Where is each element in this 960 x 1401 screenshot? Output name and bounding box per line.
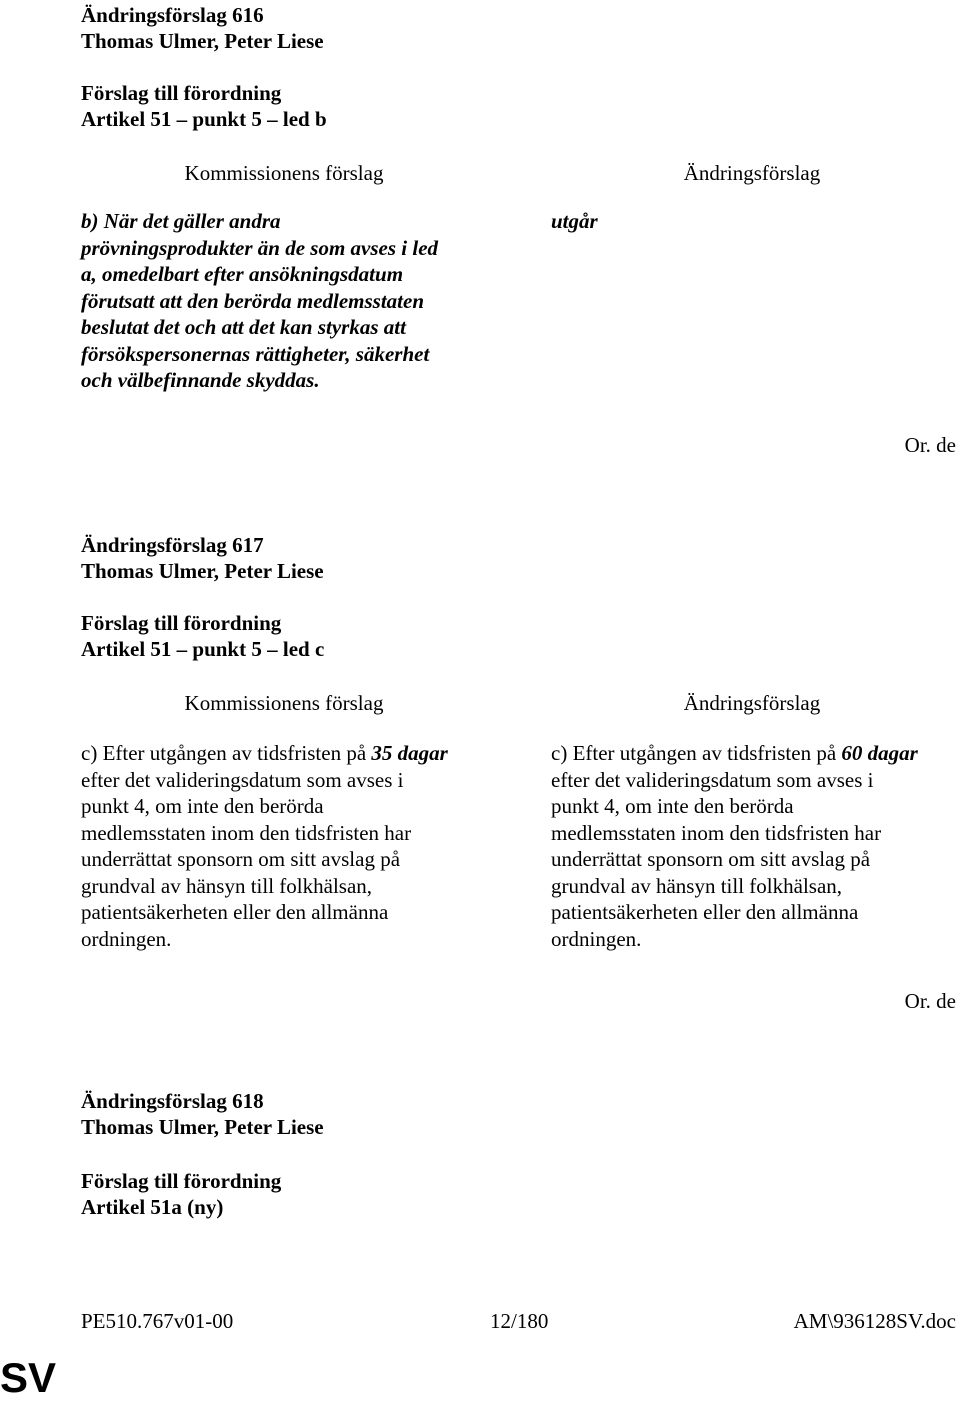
text-line: ordningen.: [551, 926, 642, 951]
deadline-emphasis: 35 dagar: [371, 741, 448, 765]
commission-proposal-text: [81, 740, 491, 952]
text-line: underrättat sponsorn om sitt avslag på: [551, 847, 871, 871]
original-language: Or. de: [904, 989, 956, 1013]
text-line: beslutat det och att det kan styrkas att: [81, 315, 406, 339]
proposal-title: Förslag till förordning: [81, 81, 282, 105]
commission-proposal-header: Kommissionens förslag: [184, 691, 384, 715]
text-prefix: c) Efter utgången av tidsfristen på: [81, 741, 372, 765]
commission-proposal-text: [81, 208, 491, 394]
document-reference: PE510.767v01-00: [81, 1309, 234, 1333]
original-language: Or. de: [904, 433, 956, 457]
article-reference: Artikel 51 – punkt 5 – led c: [81, 637, 325, 661]
text-line: punkt 4, om inte den berörda: [81, 794, 324, 818]
text-line: försökspersonernas rättigheter, säkerhet: [81, 341, 430, 366]
article-reference: Artikel 51a (ny): [81, 1195, 224, 1219]
amendment-heading: Ändringsförslag 618: [81, 1089, 264, 1113]
text-line: b) När det gäller andra: [81, 209, 281, 233]
amendment-authors: Thomas Ulmer, Peter Liese: [81, 29, 324, 53]
text-line: grundval av hänsyn till folkhälsan,: [81, 873, 373, 898]
page-number: 12/180: [490, 1309, 549, 1333]
file-name: AM\936128SV.doc: [793, 1309, 956, 1333]
amendment-text: utgår: [551, 209, 598, 233]
text-line: a, omedelbart efter ansökningsdatum: [81, 262, 404, 286]
amendment-column-header: Ändringsförslag: [683, 691, 821, 715]
deadline-emphasis: 60 dagar: [841, 741, 918, 765]
text-line: [551, 740, 960, 767]
text-line: underrättat sponsorn om sitt avslag på: [81, 847, 401, 871]
amendment-column-header: Ändringsförslag: [683, 161, 821, 185]
amendment-authors: Thomas Ulmer, Peter Liese: [81, 559, 324, 583]
text-line: förutsatt att den berörda medlemsstaten: [81, 288, 425, 313]
text-line: [81, 740, 491, 767]
article-reference: Artikel 51 – punkt 5 – led b: [81, 107, 327, 131]
amendment-text: [551, 740, 960, 952]
text-line: ordningen.: [81, 926, 172, 951]
text-line: medlemsstaten inom den tidsfristen har: [551, 820, 882, 845]
amendment-heading: Ändringsförslag 617: [81, 533, 264, 557]
text-line: efter det valideringsdatum som avses i: [551, 767, 874, 792]
text-line: grundval av hänsyn till folkhälsan,: [551, 873, 843, 898]
proposal-title: Förslag till förordning: [81, 611, 282, 635]
text-line: medlemsstaten inom den tidsfristen har: [81, 820, 412, 845]
text-line: patientsäkerheten eller den allmänna: [81, 900, 389, 924]
proposal-title: Förslag till förordning: [81, 1169, 282, 1193]
text-line: patientsäkerheten eller den allmänna: [551, 900, 859, 924]
language-code: SV: [0, 1354, 57, 1401]
amendment-heading: Ändringsförslag 616: [81, 3, 264, 27]
text-line: punkt 4, om inte den berörda: [551, 794, 794, 818]
text-prefix: c) Efter utgången av tidsfristen på: [551, 741, 842, 765]
page-footer: [0, 1308, 960, 1338]
text-line: efter det valideringsdatum som avses i: [81, 767, 404, 792]
text-line: och välbefinnande skyddas.: [81, 368, 320, 392]
commission-proposal-header: Kommissionens förslag: [184, 161, 384, 185]
amendment-authors: Thomas Ulmer, Peter Liese: [81, 1115, 324, 1139]
text-line: prövningsprodukter än de som avses i led: [81, 235, 439, 260]
